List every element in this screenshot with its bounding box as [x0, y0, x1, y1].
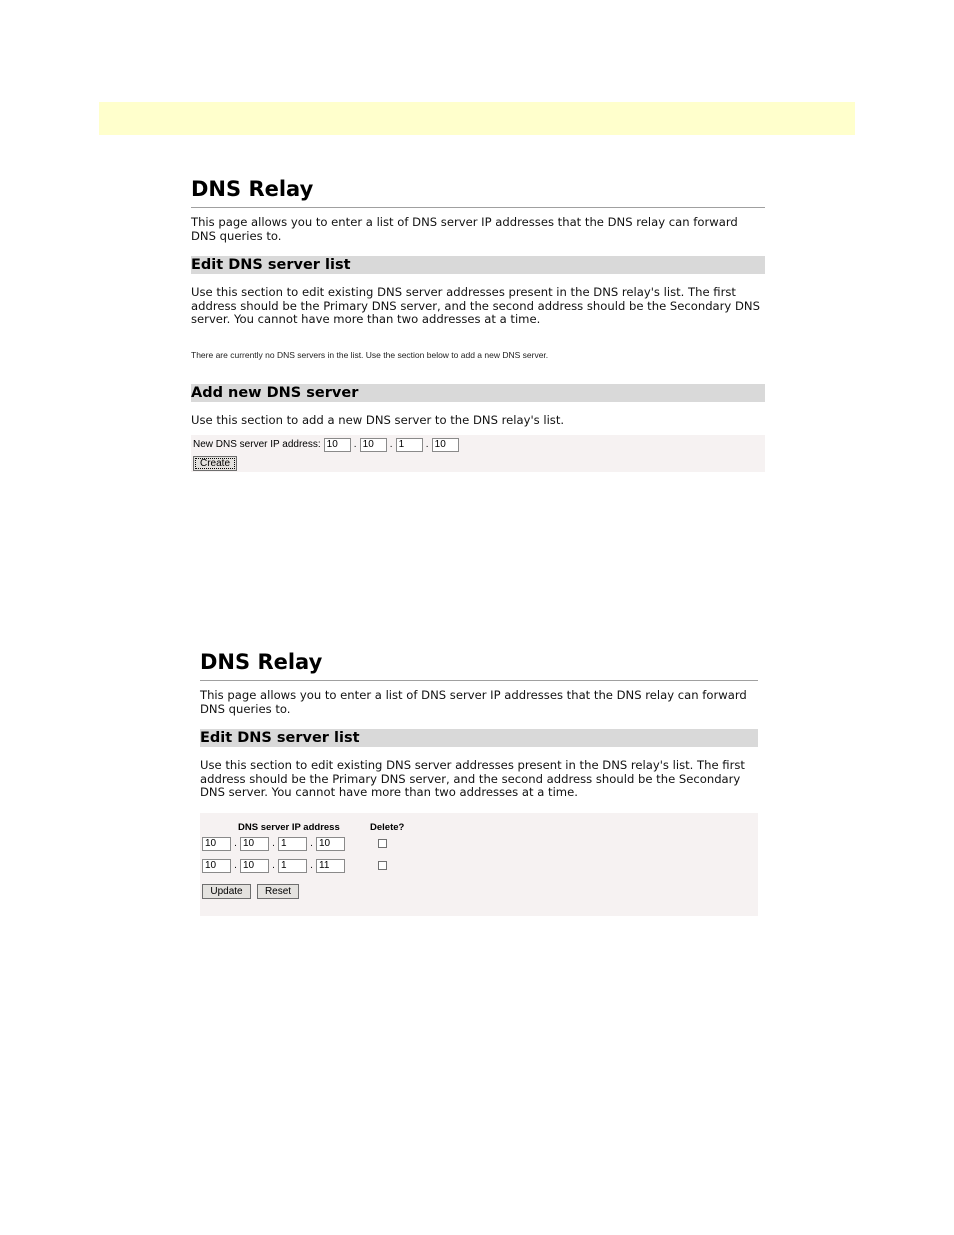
- ip-separator: .: [234, 860, 237, 872]
- server-row: [202, 859, 756, 873]
- server2-ip-octet-2[interactable]: [240, 859, 269, 873]
- new-ip-octet-2[interactable]: [360, 438, 387, 452]
- dns-relay-screen-empty: [191, 172, 765, 472]
- server2-delete-checkbox[interactable]: [378, 861, 387, 870]
- ip-separator: .: [234, 838, 237, 850]
- server1-ip-octet-3[interactable]: [278, 837, 307, 851]
- create-button[interactable]: Create: [193, 456, 237, 471]
- header-banner: [99, 102, 855, 135]
- server-list-header: [202, 822, 756, 833]
- update-button[interactable]: Update: [202, 884, 251, 899]
- list-actions: [202, 884, 756, 899]
- edit-section-heading: Edit DNS server list: [191, 256, 765, 274]
- server1-ip-octet-1[interactable]: [202, 837, 231, 851]
- page-intro: This page allows you to enter a list of DNS server IP addresses that the DNS relay can forward DNS queries to.: [200, 688, 747, 716]
- edit-section-heading: Edit DNS server list: [200, 729, 758, 747]
- server1-delete-checkbox[interactable]: [378, 839, 387, 848]
- add-section-description: Use this section to add a new DNS server to the DNS relay's list.: [191, 412, 565, 427]
- ip-separator: .: [389, 439, 393, 451]
- edit-section-description: Use this section to edit existing DNS server addresses present in the DNS relay's list. The first address should be the Primary DNS server, and the second address should be the Secondary DNS server. You cannot have more than two addresses at a time.: [200, 758, 745, 800]
- server-list-form: [200, 813, 758, 916]
- new-ip-octet-4[interactable]: [432, 438, 459, 452]
- server2-ip-octet-4[interactable]: [316, 859, 345, 873]
- ip-separator: .: [310, 860, 313, 872]
- column-ip-header: DNS server IP address: [238, 821, 340, 833]
- ip-separator: .: [425, 439, 429, 451]
- ip-separator: .: [272, 838, 275, 850]
- ip-separator: .: [272, 860, 275, 872]
- edit-section-description: Use this section to edit existing DNS server addresses present in the DNS relay's list. The first address should be the Primary DNS server, and the second address should be the Secondary DNS server. You cannot have more than two addresses at a time.: [191, 285, 760, 327]
- column-delete-header: Delete?: [370, 821, 405, 833]
- page-title: DNS Relay: [191, 177, 314, 201]
- server-row: [202, 837, 756, 851]
- add-server-form: [191, 435, 765, 472]
- server2-ip-octet-3[interactable]: [278, 859, 307, 873]
- title-divider: [200, 680, 758, 681]
- server1-ip-octet-2[interactable]: [240, 837, 269, 851]
- dns-relay-screen-list: [200, 645, 758, 916]
- server1-ip-octet-4[interactable]: [316, 837, 345, 851]
- page-title: DNS Relay: [200, 650, 323, 674]
- reset-button[interactable]: Reset: [257, 884, 299, 899]
- empty-list-note: There are currently no DNS servers in the list. Use the section below to add a new DNS server.: [191, 349, 549, 360]
- add-section-heading: Add new DNS server: [191, 384, 765, 402]
- new-ip-octet-1[interactable]: [324, 438, 351, 452]
- server2-ip-octet-1[interactable]: [202, 859, 231, 873]
- new-ip-row: [193, 438, 763, 452]
- ip-separator: .: [310, 838, 313, 850]
- ip-separator: .: [353, 439, 357, 451]
- page-intro: This page allows you to enter a list of DNS server IP addresses that the DNS relay can forward DNS queries to.: [191, 215, 738, 243]
- new-ip-label: New DNS server IP address:: [193, 439, 321, 451]
- new-ip-octet-3[interactable]: [396, 438, 423, 452]
- title-divider: [191, 207, 765, 208]
